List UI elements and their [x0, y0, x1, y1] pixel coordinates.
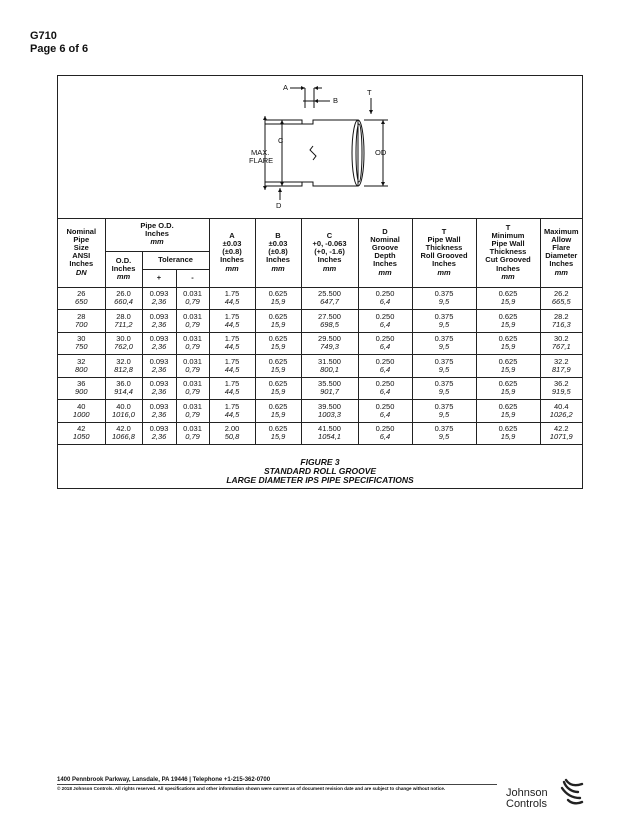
- header-c: C +0, -0.063 (+0, -1.6) Inches mm: [301, 218, 358, 287]
- cell-od: 42.0 1066,8: [105, 422, 142, 445]
- table-row: [58, 355, 582, 378]
- cell-d: 0.250 6,4: [358, 377, 412, 400]
- cell-tol-minus: 0.031 0,79: [176, 332, 209, 355]
- cell-a: 1.75 44,5: [209, 400, 255, 423]
- label-d: D: [276, 201, 282, 210]
- cell-t-roll: 0.375 9,5: [412, 332, 476, 355]
- cell-size: 28 700: [58, 310, 105, 333]
- table-row: [58, 400, 582, 423]
- cell-size: 32 800: [58, 355, 105, 378]
- cell-b: 0.625 15,9: [255, 422, 301, 445]
- cell-c: 31.500 800,1: [301, 355, 358, 378]
- cell-flare: 26.2 665,5: [540, 287, 582, 310]
- cell-tol-plus: 0.093 2,36: [142, 332, 176, 355]
- caption-line-1: FIGURE 3: [300, 457, 340, 467]
- cell-tol-minus: 0.031 0,79: [176, 422, 209, 445]
- cell-t-cut: 0.625 15,9: [476, 422, 540, 445]
- cell-tol-minus: 0.031 0,79: [176, 400, 209, 423]
- cell-t-roll: 0.375 9,5: [412, 310, 476, 333]
- cell-od: 36.0 914,4: [105, 377, 142, 400]
- cell-flare: 40.4 1026,2: [540, 400, 582, 423]
- cell-t-cut: 0.625 15,9: [476, 310, 540, 333]
- header-pipe-od: Pipe O.D. Inches mm: [105, 218, 209, 251]
- cell-tol-minus: 0.031 0,79: [176, 287, 209, 310]
- cell-c: 25.500 647,7: [301, 287, 358, 310]
- groove-diagram: [58, 76, 582, 219]
- cell-a: 1.75 44,5: [209, 355, 255, 378]
- header-nominal-size: Nominal Pipe Size ANSI Inches DN: [58, 218, 105, 287]
- label-od: OD: [375, 148, 387, 157]
- cell-b: 0.625 15,9: [255, 355, 301, 378]
- cell-tol-minus: 0.031 0,79: [176, 355, 209, 378]
- label-max: MAX.: [251, 148, 270, 157]
- caption-line-3: LARGE DIAMETER IPS PIPE SPECIFICATIONS: [226, 475, 414, 485]
- brand-word-2: Controls: [506, 798, 547, 810]
- cell-d: 0.250 6,4: [358, 310, 412, 333]
- cell-od: 40.0 1016,0: [105, 400, 142, 423]
- header-d: D Nominal Groove Depth Inches mm: [358, 218, 412, 287]
- table-row: [58, 377, 582, 400]
- cell-size: 26 650: [58, 287, 105, 310]
- cell-t-roll: 0.375 9,5: [412, 422, 476, 445]
- label-flare: FLARE: [249, 156, 274, 165]
- spec-table: [58, 218, 582, 445]
- cell-d: 0.250 6,4: [358, 355, 412, 378]
- cell-a: 1.75 44,5: [209, 377, 255, 400]
- header-flare: Maximum Allow Flare Diameter Inches mm: [540, 218, 582, 287]
- caption-line-2: STANDARD ROLL GROOVE: [263, 466, 377, 476]
- cell-t-roll: 0.375 9,5: [412, 377, 476, 400]
- header-tolerance: Tolerance: [142, 251, 209, 269]
- cell-tol-plus: 0.093 2,36: [142, 422, 176, 445]
- cell-size: 36 900: [58, 377, 105, 400]
- header-minus: -: [176, 269, 209, 287]
- cell-b: 0.625 15,9: [255, 332, 301, 355]
- footer-address: 1400 Pennbrook Parkway, Lansdale, PA 19446 | Telephone +1-215-362-0700: [57, 777, 271, 783]
- cell-c: 35.500 901,7: [301, 377, 358, 400]
- header-a: A ±0.03 (±0.8) Inches mm: [209, 218, 255, 287]
- cell-flare: 28.2 716,3: [540, 310, 582, 333]
- table-row: [58, 422, 582, 445]
- cell-flare: 36.2 919,5: [540, 377, 582, 400]
- footer-rule: [57, 784, 497, 785]
- cell-t-roll: 0.375 9,5: [412, 287, 476, 310]
- cell-tol-plus: 0.093 2,36: [142, 310, 176, 333]
- cell-a: 2.00 50,8: [209, 422, 255, 445]
- figure-caption: [58, 458, 582, 485]
- cell-tol-plus: 0.093 2,36: [142, 287, 176, 310]
- cell-t-roll: 0.375 9,5: [412, 355, 476, 378]
- cell-t-cut: 0.625 15,9: [476, 377, 540, 400]
- cell-flare: 32.2 817,9: [540, 355, 582, 378]
- cell-b: 0.625 15,9: [255, 310, 301, 333]
- cell-t-cut: 0.625 15,9: [476, 400, 540, 423]
- table-row: [58, 310, 582, 333]
- cell-od: 28.0 711,2: [105, 310, 142, 333]
- cell-c: 39.500 1003,3: [301, 400, 358, 423]
- cell-od: 26.0 660,4: [105, 287, 142, 310]
- footer-copyright: © 2018 Johnson Controls. All rights reserved. All specifications and other information shown were current as of document revision date and are subject to change without notice.: [57, 786, 446, 791]
- cell-tol-minus: 0.031 0,79: [176, 377, 209, 400]
- cell-size: 40 1000: [58, 400, 105, 423]
- figure-frame: [57, 75, 583, 489]
- page-header: [30, 30, 88, 56]
- cell-b: 0.625 15,9: [255, 377, 301, 400]
- table-row: [58, 287, 582, 310]
- header-plus: +: [142, 269, 176, 287]
- label-a: A: [283, 83, 289, 92]
- cell-t-roll: 0.375 9,5: [412, 400, 476, 423]
- cell-tol-plus: 0.093 2,36: [142, 377, 176, 400]
- cell-d: 0.250 6,4: [358, 287, 412, 310]
- cell-d: 0.250 6,4: [358, 400, 412, 423]
- cell-d: 0.250 6,4: [358, 422, 412, 445]
- cell-a: 1.75 44,5: [209, 332, 255, 355]
- label-c: C: [278, 136, 284, 145]
- cell-c: 27.500 698,5: [301, 310, 358, 333]
- page-number: Page 6 of 6: [30, 43, 89, 55]
- header-t-roll: T Pipe Wall Thickness Roll Grooved Inches mm: [412, 218, 476, 287]
- cell-a: 1.75 44,5: [209, 310, 255, 333]
- cell-flare: 30.2 767,1: [540, 332, 582, 355]
- cell-t-cut: 0.625 15,9: [476, 287, 540, 310]
- cell-c: 41.500 1054,1: [301, 422, 358, 445]
- cell-a: 1.75 44,5: [209, 287, 255, 310]
- label-b: B: [333, 96, 339, 105]
- header-t-cut: T Minimum Pipe Wall Thickness Cut Grooved Inches mm: [476, 218, 540, 287]
- table-header-row: [58, 218, 582, 251]
- label-t: T: [367, 88, 372, 97]
- cell-d: 0.250 6,4: [358, 332, 412, 355]
- brand-word-1: Johnson: [506, 787, 548, 799]
- header-od: O.D. Inches mm: [105, 251, 142, 287]
- document-id: G710: [30, 30, 57, 42]
- cell-b: 0.625 15,9: [255, 400, 301, 423]
- cell-size: 42 1050: [58, 422, 105, 445]
- cell-tol-plus: 0.093 2,36: [142, 355, 176, 378]
- brand-wordmark: [506, 788, 548, 810]
- cell-b: 0.625 15,9: [255, 287, 301, 310]
- table-row: [58, 332, 582, 355]
- cell-tol-plus: 0.093 2,36: [142, 400, 176, 423]
- cell-c: 29.500 749,3: [301, 332, 358, 355]
- groove-diagram-drawing: [58, 76, 582, 218]
- cell-od: 32.0 812,8: [105, 355, 142, 378]
- header-b: B ±0.03 (±0.8) Inches mm: [255, 218, 301, 287]
- cell-od: 30.0 762,0: [105, 332, 142, 355]
- cell-flare: 42.2 1071,9: [540, 422, 582, 445]
- cell-t-cut: 0.625 15,9: [476, 355, 540, 378]
- cell-tol-minus: 0.031 0,79: [176, 310, 209, 333]
- cell-t-cut: 0.625 15,9: [476, 332, 540, 355]
- cell-size: 30 750: [58, 332, 105, 355]
